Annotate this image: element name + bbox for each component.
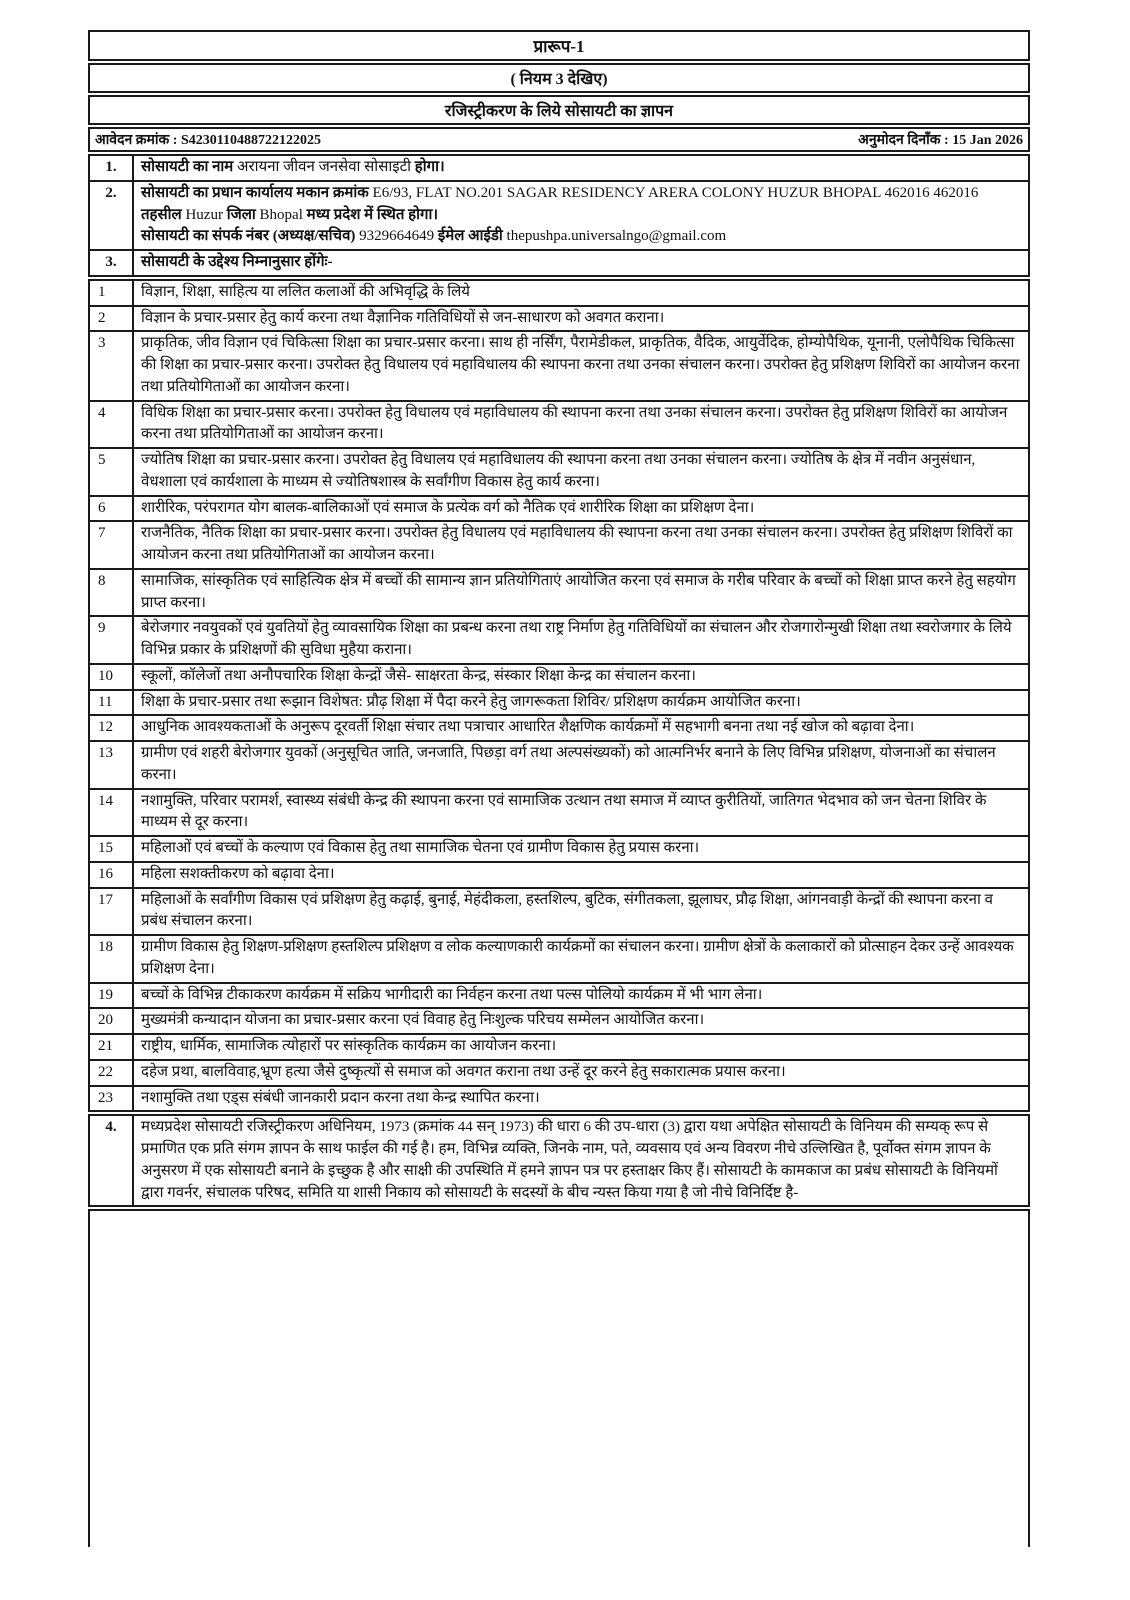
objective-text: राष्ट्रीय, धार्मिक, सामाजिक त्योहारों पर सांस्कृतिक कार्यक्रम का आयोजन करना। bbox=[133, 1034, 1029, 1060]
clause-4-table bbox=[88, 1114, 1030, 1207]
text-segment: मध्य प्रदेश में स्थित होगा। bbox=[306, 206, 439, 223]
objective-text: विधिक शिक्षा का प्रचार-प्रसार करना। उपरोक्त हेतु विधालय एवं महाविधालय की स्थापना करना तथा उनका संचालन करना। उपरोक्त हेतु प्रशिक्षण शिविरों का आयोजन करना तथा प्रतियोगिताओं का आयोजन करना। bbox=[133, 401, 1029, 449]
text-segment: अरायना जीवन जनसेवा सोसाइटी bbox=[237, 159, 415, 175]
item-number: 3. bbox=[89, 250, 133, 276]
objective-text: बच्चों के विभिन्न टीकाकरण कार्यक्रम में सक्रिय भागीदारी का निर्वहन करना तथा पल्स पोलियो कार्यक्रम में भी भाग लेना। bbox=[133, 983, 1029, 1009]
objective-number: 17 bbox=[89, 888, 133, 936]
objective-text: ग्रामीण विकास हेतु शिक्षण-प्रशिक्षण हस्तशिल्प प्रशिक्षण व लोक कल्याणकारी कार्यक्रमों का संचालन करना। ग्रामीण क्षेत्रों के कलाकारों को प्रोत्साहन देकर उन्हें आवश्यक प्रशिक्षण देना। bbox=[133, 935, 1029, 983]
objective-number: 19 bbox=[89, 983, 133, 1009]
objective-text: नशामुक्ति तथा एड्स संबंधी जानकारी प्रदान करना तथा केन्द्र स्थापित करना। bbox=[133, 1086, 1029, 1112]
objective-text: महिलाओं के सर्वांगीण विकास एवं प्रशिक्षण हेतु कढ़ाई, बुनाई, मेहंदीकला, हस्तशिल्प, बुटिक, संगीतकला, झूलाघर, प्रौढ़ शिक्षा, आंगनवाड़ी केन्द्रों की स्थापना करना व प्रबंध संचालन करना। bbox=[133, 888, 1029, 936]
objective-text: मुख्यमंत्री कन्यादान योजना का प्रचार-प्रसार करना एवं विवाह हेतु निःशुल्क परिचय सम्मेलन आयोजित करना। bbox=[133, 1008, 1029, 1034]
item-row-4 bbox=[89, 1115, 1029, 1206]
main-items-table bbox=[88, 154, 1030, 277]
application-number-label: आवेदन क्रमांक : bbox=[95, 133, 178, 148]
objective-row bbox=[89, 888, 1029, 936]
application-number-value: S4230110488722122025 bbox=[180, 133, 321, 148]
text-segment: होगा। bbox=[414, 159, 445, 175]
objective-text: बेरोजगार नवयुवकों एवं युवतियों हेतु व्यावसायिक शिक्षा का प्रबन्ध करना तथा राष्ट्र निर्माण हेतु गतिविधियों का संचालन और रोजगारोन्मुखी शिक्षा तथा स्वरोजगार के लिये विभिन्न प्रकार के प्रशिक्षणों की सुविधा मुहैया कराना। bbox=[133, 616, 1029, 664]
text-segment: E6/93, FLAT NO.201 SAGAR RESIDENCY ARERA COLONY HUZUR BHOPAL 462016 462016 bbox=[372, 184, 979, 201]
objective-row bbox=[89, 616, 1029, 664]
objective-row bbox=[89, 306, 1029, 332]
objective-number: 10 bbox=[89, 664, 133, 690]
society-contact-line bbox=[141, 226, 1021, 248]
objective-row bbox=[89, 280, 1029, 306]
objective-number: 16 bbox=[89, 862, 133, 888]
objective-number: 21 bbox=[89, 1034, 133, 1060]
text-segment: सोसायटी का प्रधान कार्यालय मकान क्रमांक bbox=[141, 184, 373, 201]
objective-row bbox=[89, 983, 1029, 1009]
objective-row bbox=[89, 741, 1029, 789]
item-row-2 bbox=[89, 181, 1029, 250]
objective-text: आधुनिक आवश्यकताओं के अनुरूप दूरवर्ती शिक्षा संचार तथा पत्राचार आधारित शैक्षणिक कार्यक्रमों में सहभागी बनना तथा नई खोज को बढ़ावा देना। bbox=[133, 715, 1029, 741]
objective-number: 7 bbox=[89, 521, 133, 569]
meta-row bbox=[88, 127, 1030, 152]
text-segment: तहसील bbox=[141, 206, 186, 223]
objective-number: 9 bbox=[89, 616, 133, 664]
objective-row bbox=[89, 862, 1029, 888]
objective-row bbox=[89, 1086, 1029, 1112]
objective-text: ग्रामीण एवं शहरी बेरोजगार युवकों (अनुसूचित जाति, जनजाति, पिछड़ा वर्ग तथा अल्पसंख्यकों) को आत्मनिर्भर बनाने के लिए विभिन्न प्रशिक्षण, योजनाओं का संचालन करना। bbox=[133, 741, 1029, 789]
objective-text: महिला सशक्तीकरण को बढ़ावा देना। bbox=[133, 862, 1029, 888]
objective-number: 15 bbox=[89, 836, 133, 862]
form-sheet bbox=[88, 30, 1030, 1547]
form-title: प्रारूप-1 bbox=[88, 30, 1030, 61]
page-title: रजिस्ट्रीकरण के लिये सोसायटी का ज्ञापन bbox=[88, 95, 1030, 125]
objective-text: विज्ञान, शिक्षा, साहित्य या ललित कलाओं की अभिवृद्धि के लिये bbox=[133, 280, 1029, 306]
objectives-heading: सोसायटी के उद्देश्य निम्नानुसार होंगेः- bbox=[133, 250, 1029, 276]
objective-text: स्कूलों, कॉलेजों तथा अनौपचारिक शिक्षा केन्द्रों जैसे- साक्षरता केन्द्र, संस्कार शिक्षा केन्द्र का संचालन करना। bbox=[133, 664, 1029, 690]
objective-text: राजनैतिक, नैतिक शिक्षा का प्रचार-प्रसार करना। उपरोक्त हेतु विधालय एवं महाविधालय की स्थापना करना तथा उनका संचालन करना। उपरोक्त हेतु प्रशिक्षण शिविरों का आयोजन करना तथा प्रतियोगिताओं का आयोजन करना। bbox=[133, 521, 1029, 569]
objective-number: 14 bbox=[89, 789, 133, 837]
item-number: 2. bbox=[89, 181, 133, 250]
empty-continuation-area bbox=[88, 1209, 1030, 1547]
objective-row bbox=[89, 836, 1029, 862]
objective-row bbox=[89, 690, 1029, 716]
objective-number: 1 bbox=[89, 280, 133, 306]
text-segment: thepushpa.universalngo@gmail.com bbox=[506, 228, 727, 245]
objective-number: 20 bbox=[89, 1008, 133, 1034]
objective-text: ज्योतिष शिक्षा का प्रचार-प्रसार करना। उपरोक्त हेतु विधालय एवं महाविधालय की स्थापना करना तथा उनका संचालन करना। ज्योतिष के क्षेत्र में नवीन अनुसंधान, वेधशाला एवं कार्यशाला के माध्यम से ज्योतिषशास्त्र के सर्वांगीण विकास हेतु कार्य करना। bbox=[133, 448, 1029, 496]
text-segment: Huzur bbox=[185, 206, 227, 223]
objectives-table bbox=[88, 279, 1030, 1113]
objective-text: शारीरिक, परंपरागत योग बालक-बालिकाओं एवं समाज के प्रत्येक वर्ग को नैतिक एवं शारीरिक शिक्षा का प्रशिक्षण देना। bbox=[133, 496, 1029, 522]
objective-row bbox=[89, 569, 1029, 617]
objective-text: नशामुक्ति, परिवार परामर्श, स्वास्थ्य संबंधी केन्द्र की स्थापना करना एवं सामाजिक उत्थान तथा समाज में व्याप्त कुरीतियों, जातिगत भेदभाव को जन चेतना शिविर के माध्यम से दूर करना। bbox=[133, 789, 1029, 837]
item-number: 1. bbox=[89, 155, 133, 181]
objective-number: 4 bbox=[89, 401, 133, 449]
item-row-1 bbox=[89, 155, 1029, 181]
objective-text: प्राकृतिक, जीव विज्ञान एवं चिकित्सा शिक्षा का प्रचार-प्रसार करना। साथ ही नर्सिंग, पैरामेडीकल, प्राकृतिक, वैदिक, आयुर्वेदिक, होम्योपैथिक, यूनानी, एलोपैथिक चिकित्सा की शिक्षा का प्रचार-प्रसार करना। उपरोक्त हेतु विधालय एवं महाविधालय की स्थापना करना तथा उनका संचालन करना। उपरोक्त हेतु प्रशिक्षण शिविरों का आयोजन करना तथा प्रतियोगिताओं का आयोजन करना। bbox=[133, 331, 1029, 400]
objective-row bbox=[89, 664, 1029, 690]
item-number: 4. bbox=[89, 1115, 133, 1206]
approval-date-value: 15 Jan 2026 bbox=[952, 133, 1023, 148]
objective-number: 8 bbox=[89, 569, 133, 617]
application-number bbox=[95, 130, 321, 149]
objective-row bbox=[89, 496, 1029, 522]
objective-text: शिक्षा के प्रचार-प्रसार तथा रूझान विशेषत: प्रौढ़ शिक्षा में पैदा करने हेतु जागरूकता शिविर/ प्रशिक्षण कार्यक्रम आयोजित करना। bbox=[133, 690, 1029, 716]
approval-date-label: अनुमोदन दिनाँक : bbox=[858, 133, 949, 148]
objective-row bbox=[89, 715, 1029, 741]
text-segment: जिला bbox=[226, 206, 260, 223]
objective-number: 13 bbox=[89, 741, 133, 789]
objective-row bbox=[89, 448, 1029, 496]
item-row-3 bbox=[89, 250, 1029, 276]
text-segment: 9329664649 bbox=[359, 228, 438, 245]
objective-row bbox=[89, 331, 1029, 400]
text-segment: Bhopal bbox=[259, 206, 307, 223]
objective-row bbox=[89, 1034, 1029, 1060]
society-address-line bbox=[141, 183, 1021, 227]
objective-text: महिलाओं एवं बच्चों के कल्याण एवं विकास हेतु तथा सामाजिक चेतना एवं ग्रामीण विकास हेतु प्रयास करना। bbox=[133, 836, 1029, 862]
rule-reference-line: ( नियम 3 देखिए) bbox=[88, 63, 1030, 93]
clause-4-paragraph: मध्यप्रदेश सोसायटी रजिस्ट्रीकरण अधिनियम, 1973 (क्रमांक 44 सन् 1973) की धारा 6 की उप-धारा (3) द्वारा यथा अपेक्षित सोसायटी के विनियम की सम्यक् रूप से प्रमाणित एक प्रति संगम ज्ञापन के साथ फाईल की गई है। हम, विभिन्न व्यक्ति, जिनके नाम, पते, व्यवसाय एवं अन्य विवरण नीचे उल्लिखित है, पूर्वोक्त संगम ज्ञापन के अनुसरण में एक सोसायटी बनाने के इच्छुक है और साक्षी की उपस्थिति में हमने ज्ञापन पत्र पर हस्ताक्षर किए हैं। सोसायटी के कामकाज का प्रबंध सोसायटी के विनियमों द्वारा गवर्नर, संचालक परिषद, समिति या शासी निकाय को सोसायटी के सदस्यों के बीच न्यस्त किया गया है जो नीचे विनिर्दिष्ट है- bbox=[133, 1115, 1029, 1206]
objective-row bbox=[89, 1060, 1029, 1086]
objective-row bbox=[89, 789, 1029, 837]
society-name-content bbox=[133, 155, 1029, 181]
objective-text: सामाजिक, सांस्कृतिक एवं साहित्यिक क्षेत्र में बच्चों की सामान्य ज्ञान प्रतियोगिताएं आयोजित करना एवं समाज के गरीब परिवार के बच्चों को शिक्षा प्राप्त करने हेतु सहयोग प्राप्त करना। bbox=[133, 569, 1029, 617]
society-address-content bbox=[133, 181, 1029, 250]
objective-row bbox=[89, 935, 1029, 983]
objective-number: 12 bbox=[89, 715, 133, 741]
objective-row bbox=[89, 1008, 1029, 1034]
objective-number: 18 bbox=[89, 935, 133, 983]
objective-number: 6 bbox=[89, 496, 133, 522]
text-segment: ईमेल आईडी bbox=[437, 228, 507, 245]
text-segment: सोसायटी का नाम bbox=[141, 159, 238, 175]
objective-text: दहेज प्रथा, बालविवाह,भ्रूण हत्या जैसे दुष्कृत्यों से समाज को अवगत कराना तथा उन्हें दूर करने हेतु सकारात्मक प्रयास करना। bbox=[133, 1060, 1029, 1086]
objective-number: 2 bbox=[89, 306, 133, 332]
text-segment: सोसायटी का संपर्क नंबर (अध्यक्ष/सचिव) bbox=[141, 228, 360, 245]
objective-text: विज्ञान के प्रचार-प्रसार हेतु कार्य करना तथा वैज्ञानिक गतिविधियों से जन-साधारण को अवगत कराना। bbox=[133, 306, 1029, 332]
objective-number: 22 bbox=[89, 1060, 133, 1086]
objective-number: 11 bbox=[89, 690, 133, 716]
objective-row bbox=[89, 521, 1029, 569]
approval-date bbox=[858, 130, 1023, 149]
objective-number: 3 bbox=[89, 331, 133, 400]
objective-row bbox=[89, 401, 1029, 449]
objective-number: 23 bbox=[89, 1086, 133, 1112]
objective-number: 5 bbox=[89, 448, 133, 496]
